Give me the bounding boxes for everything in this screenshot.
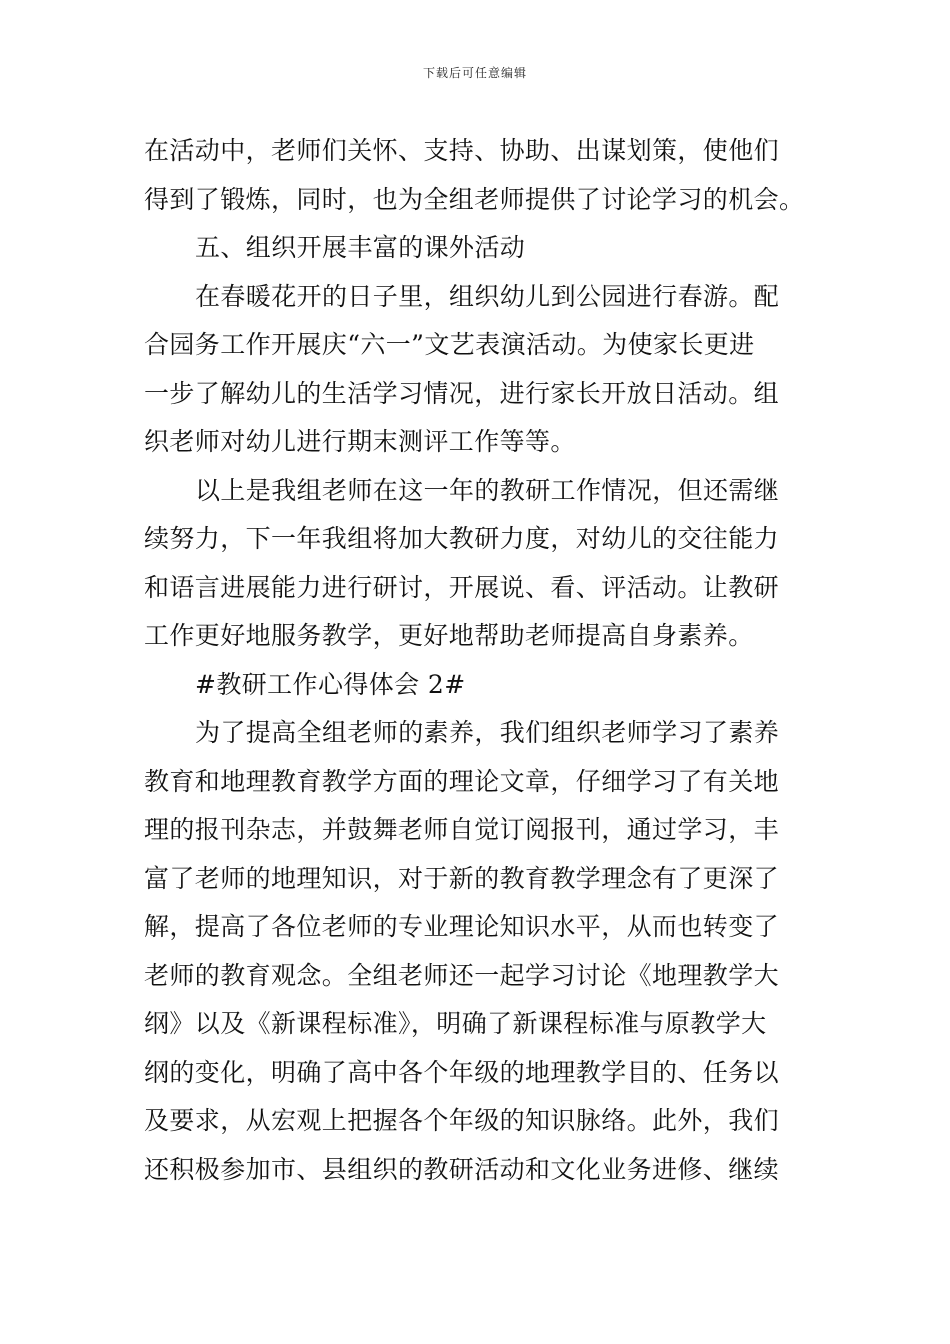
text-line: 以上是我组老师在这一年的教研工作情况，但还需继 [195, 475, 780, 505]
text-line: 及要求，从宏观上把握各个年级的知识脉络。此外，我们 [144, 1106, 780, 1135]
text-line: 在春暖花开的日子里，组织幼儿到公园进行春游。配 [195, 281, 780, 311]
text-line: 还积极参加市、县组织的教研活动和文化业务进修、继续 [144, 1154, 780, 1184]
text-line: 理的报刊杂志，并鼓舞老师自觉订阅报刊，通过学习，丰 [144, 815, 780, 844]
text-line: 教育和地理教育教学方面的理论文章，仔细学习了有关地 [144, 766, 780, 796]
text-line: 解，提高了各位老师的专业理论知识水平，从而也转变了 [144, 912, 780, 941]
page-header: 下载后可任意编辑 [422, 66, 527, 80]
text-line: 续努力，下一年我组将加大教研力度，对幼儿的交往能力 [144, 524, 780, 553]
document-body [144, 128, 806, 1195]
text-line: 纲的变化，明确了高中各个年级的地理教学目的、任务以 [144, 1057, 780, 1087]
text-line: 老师的教育观念。全组老师还一起学习讨论《地理教学大 [144, 960, 780, 990]
text-line: 和语言进展能力进行研讨，开展说、看、评活动。让教研 [144, 572, 780, 602]
text-line: 织老师对幼儿进行期末测评工作等等。 [144, 427, 576, 456]
text-line: 合园务工作开展庆“六一”文艺表演活动。为使家长更进 [144, 330, 755, 359]
text-line: 工作更好地服务教学，更好地帮助老师提高自身素养。 [144, 621, 754, 650]
text-line: 富了老师的地理知识，对于新的教育教学理念有了更深了 [144, 863, 780, 893]
text-line: 为了提高全组老师的素养，我们组织老师学习了素养 [195, 718, 780, 747]
text-line: 在活动中，老师们关怀、支持、协助、出谋划策，使他们 [144, 136, 780, 165]
text-line: 纲》以及《新课程标准》，明确了新课程标准与原教学大 [144, 1009, 767, 1038]
section-heading: #教研工作心得体会 2# [195, 669, 466, 699]
text-line: 得到了锻炼，同时，也为全组老师提供了讨论学习的机会。 [144, 184, 805, 214]
text-line: 一步了解幼儿的生活学习情况，进行家长开放日活动。组 [144, 378, 780, 408]
section-heading: 五、组织开展丰富的课外活动 [195, 233, 526, 262]
